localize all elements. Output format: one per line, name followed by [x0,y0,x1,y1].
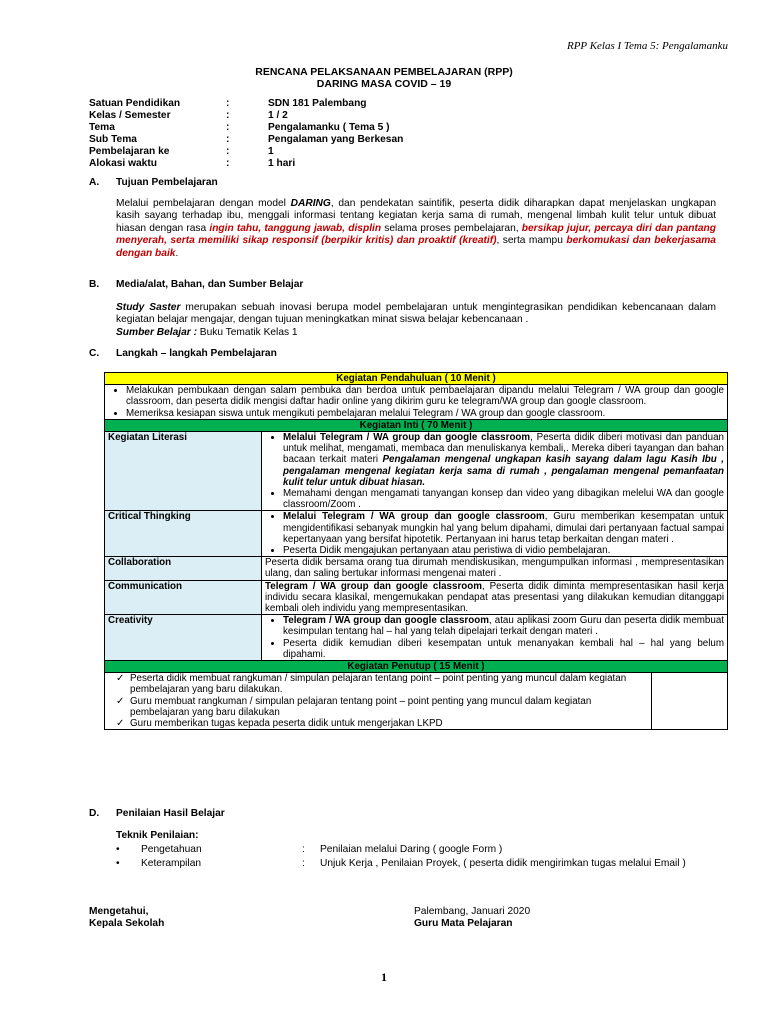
highlight-run: ingin tahu, tanggung jawab, displin [209,222,382,234]
title-line-1: RENCANA PELAKSANAAN PEMBELAJARAN (RPP) [255,66,513,78]
text-run: Telegram / WA group dan google classroom [265,580,482,592]
info-value: SDN 181 Palembang [268,98,367,109]
section-d-heading [89,808,225,819]
assessment-key: Pengetahuan [141,844,202,855]
opening-header: Kegiatan Pendahuluan ( 10 Menit ) [105,373,728,385]
closing-header: Kegiatan Penutup ( 15 Menit ) [105,661,728,673]
text-run: selama proses pembelajaran, [381,222,522,234]
info-colon: : [226,98,230,109]
assessment-value: Penilaian melalui Daring ( google Form ) [320,844,503,855]
info-value: 1 hari [268,158,296,169]
list-item: • Memahami dengan mengamati tanyangan konsep dan video yang dibagikan melelui WA dan google classroom/Zoom . [283,488,724,510]
info-row [89,134,403,146]
info-colon: : [226,146,230,157]
section-c-heading [89,348,277,359]
list-item [283,511,724,545]
section-title: Media/alat, Bahan, dan Sumber Belajar [116,279,304,290]
highlight-run: berkomukasi dan bekerjasama dengan baik [116,235,716,259]
assessment-key: Keterampilan [141,858,202,869]
info-row [89,122,403,134]
assessment-row [116,857,736,870]
text-run: , dan pendekatan saintifik, peserta didik diharapkan dapat menjelaskan ungkapan kasih sayang terhadap ibu, menggali informasi tentang kegiatan kerja sama di rumah, mengenal limbah kulit telur untuk dibuat hiasan dengan rasa [116,198,716,234]
info-value: 1 [268,146,274,157]
section-letter: B. [89,279,100,290]
info-key: Alokasi waktu [89,158,157,169]
text-run: Sumber Belajar : [116,326,197,338]
row-label: Collaboration [105,557,262,580]
assessment-row [116,843,736,856]
info-key: Tema [89,122,115,133]
info-colon: : [226,122,230,133]
info-row [89,110,403,122]
text-run: Telegram / WA group dan google classroom [283,615,489,627]
text-run: DARING [290,198,331,209]
bullet: • [116,844,120,855]
text-run: , Peserta didik diminta mempresentasikan hasil kerja individu secara klasikal, mengemukakan pendapat atas presentasi yang dilakukan kemudian ditanggapi kembali oleh individu yang mempresentasikan. [265,580,725,615]
signature-right [414,906,530,930]
list-item: • Peserta didik kemudian diberi kesempatan untuk menanyakan kembali hal – hal yang belum dipahami. [283,638,724,660]
assessment-colon: : [302,844,305,855]
row-label: Kegiatan Literasi [105,432,262,511]
signature-line: Kepala Sekolah [89,918,165,929]
info-row [89,158,403,170]
info-key: Kelas / Semester [89,110,171,121]
signature-line: Guru Mata Pelajaran [414,918,513,929]
list-item: • Peserta Didik mengajukan pertanyaan atau peristiwa di vidio pembelajaran. [283,545,724,556]
text-run: Pengalaman mengenal ungkapan kasih sayang dalam lagu Kasih Ibu , pengalaman mengenal kegiatan kerja sama di rumah , pengalaman mengenal pemanfaatan kulit telur untuk dibuat hiasan. [283,454,724,488]
info-colon: : [226,134,230,145]
list-item: ✓ Guru membuat rangkuman / simpulan pelajaran tentang point – point penting yang muncul dalam kegiatan pembelajaran yang baru dilakukan [130,696,648,718]
section-letter: D. [89,808,100,819]
title-line-2: DARING MASA COVID – 19 [316,78,452,90]
text-run: merupakan sebuah inovasi berupa model pembelajaran untuk mengintegrasikan pendidikan kebencanaan dalam kegiatan belajar mengajar, dengan tujuan meningkatkan minat siswa belajar kebencanaan . [116,302,717,326]
list-item: • Memeriksa kesiapan siswa untuk mengikuti pembelajaran melalui Telegram / WA group dan google classroom. [126,408,724,419]
text-run: Melalui Telegram / WA group dan google classroom [283,511,545,523]
list-item [283,432,724,488]
opening-cell [105,385,728,420]
section-title: Tujuan Pembelajaran [116,177,218,188]
section-letter: A. [89,177,100,188]
text-run: Study Saster [116,302,181,313]
info-key: Pembelajaran ke [89,146,170,157]
core-header: Kegiatan Inti ( 70 Menit ) [105,419,728,431]
list-item: ✓ Peserta didik membuat rangkuman / simpulan pelajaran tentang point – point penting yang muncul dalam kegiatan pembelajaran yang baru dilakukan. [130,673,648,695]
text-run: . [175,247,179,259]
bullet: • [116,858,120,869]
list-item: • Melakukan pembukaan dengan salam pembuka dan berdoa untuk pembaelajaran dipandu melalui Telegram / WA group dan google classroom, dan peserta didik mengisi daftar hadir online yang dikirim guru ke telegram/WA group dan google classroom. [126,385,724,407]
section-title: Penilaian Hasil Belajar [116,808,225,819]
section-b-heading [89,279,303,290]
info-value: Pengalaman yang Berkesan [268,134,404,145]
info-key: Satuan Pendidikan [89,98,181,109]
section-title: Langkah – langkah Pembelajaran [116,348,277,359]
row-label: Critical Thingking [105,511,262,557]
section-a-heading [89,177,218,188]
objective-paragraph [116,198,716,260]
text-run: , atau aplikasi zoom Guru dan peserta didik membuat kesimpulan tentang hal – hal yang telah dipelajari terkait dengan materi . [283,615,725,638]
text-run: Buku Tematik Kelas 1 [196,326,298,338]
text-run: Melalui Telegram / WA group dan google classroom [283,432,531,444]
info-value: 1 / 2 [268,110,288,121]
row-content [262,580,728,615]
list-item [283,615,724,637]
info-colon: : [226,110,230,121]
row-content [262,511,728,557]
list-item: ✓ Guru memberikan tugas kepada peserta didik untuk mengerjakan LKPD [130,718,648,729]
row-label: Communication [105,580,262,615]
text-run: Melalui pembelajaran dengan model [116,198,291,209]
media-paragraph [116,302,716,339]
highlight-run: bersikap jujur, percaya diri dan pantang menyerah, serta memiliki sikap responsif (berpikir kritis) dan proaktif (kreatif) [116,222,716,247]
header-running-title: RPP Kelas I Tema 5: Pengalamanku [566,40,728,52]
row-label: Creativity [105,615,262,661]
document-title [0,66,768,90]
row-content: Peserta didik bersama orang tua dirumah mendiskusikan, mengumpulkan informasi , mempresentasikan ulang, dan saling bertukar informasi mengenai materi . [262,557,728,580]
info-key: Sub Tema [89,134,137,145]
signature-line: Palembang, Januari 2020 [414,906,531,917]
text-run: , Guru memberikan kesempatan untuk mengidentifikasi sebanyak mungkin hal yang belum dipahami, dimulai dari pertanyaan factual sampai kepertanyaan yang bersifat hipotetik. Pertanyaan ini harus tetap berkaitan dengan materi . [283,511,724,545]
row-content [262,615,728,661]
assessment-colon: : [302,858,305,869]
row-content [262,432,728,511]
info-value: Pengalamanku ( Tema 5 ) [268,122,390,133]
section-letter: C. [89,348,100,359]
closing-cell [105,673,728,730]
info-row [89,98,403,110]
assessment-list [116,843,736,870]
steps-table [104,372,728,730]
assessment-value: Unjuk Kerja , Penilaian Proyek, ( peserta didik mengirimkan tugas melalui Email ) [320,858,686,869]
info-colon: : [226,158,230,169]
signature-line: Mengetahui, [89,906,149,917]
assessment-technique: Teknik Penilaian: [116,830,199,841]
info-row [89,146,403,158]
closing-list-box [105,673,652,729]
text-run: , serta mampu [496,235,567,247]
text-run: , Peserta didik diberi motivasi dan panduan untuk melihat, mengamati, membaca dan menuliskanya kembali,. Mereka diberi tayangan dan bahan bacaan terkait materi [283,432,724,466]
identity-block [89,98,403,170]
signature-left [89,906,164,930]
page-number: 1 [381,970,387,984]
